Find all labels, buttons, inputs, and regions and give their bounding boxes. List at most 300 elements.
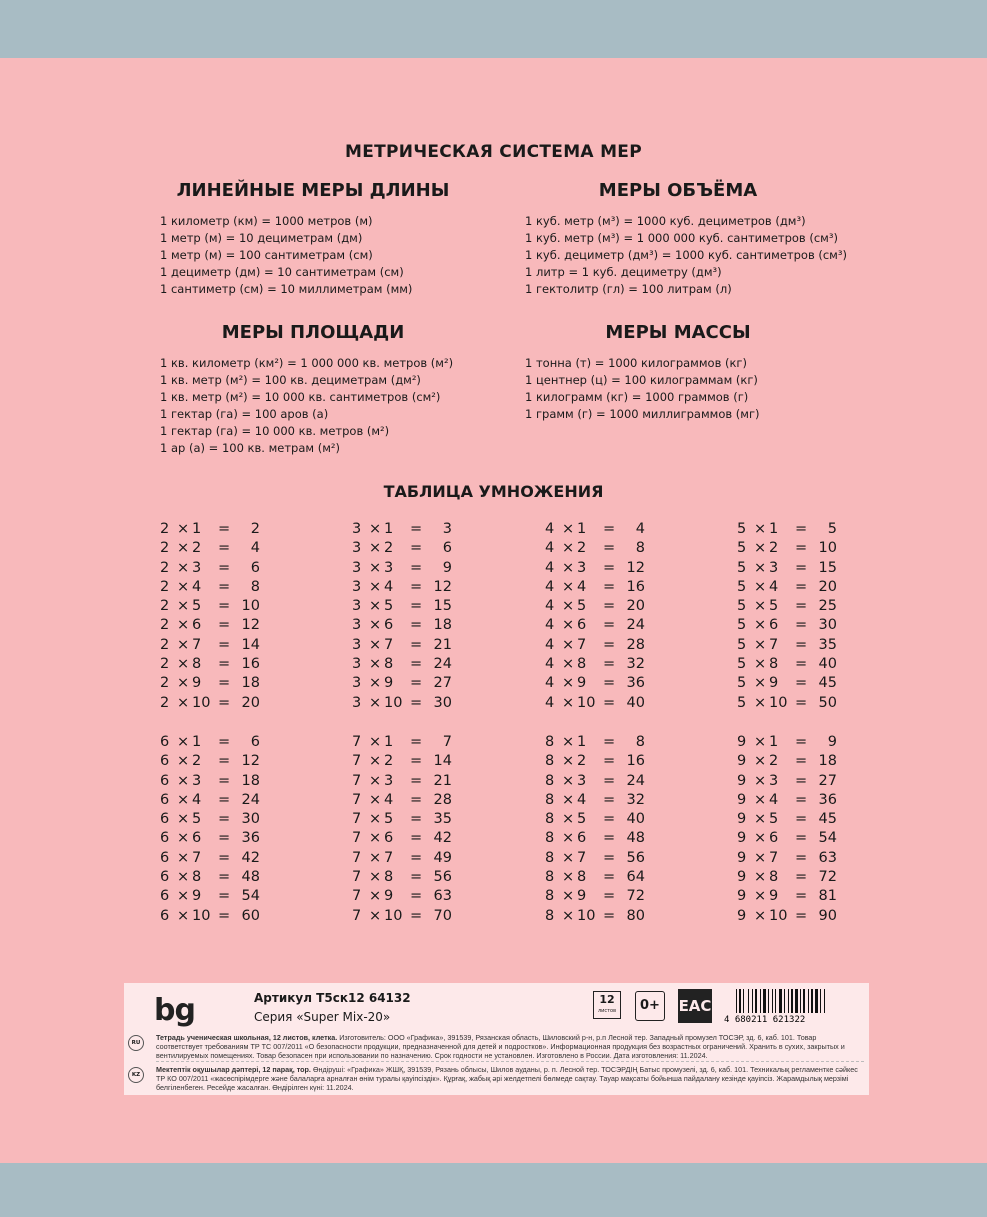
- times-sign: ×: [369, 578, 382, 595]
- multiplicand: 3: [352, 675, 362, 692]
- times-sign: ×: [754, 578, 767, 595]
- multiplication-row: [352, 616, 462, 635]
- equals-sign: =: [218, 888, 231, 905]
- product: 30: [818, 617, 837, 634]
- multiplier: 3: [769, 559, 779, 576]
- multiplicand: 4: [545, 578, 555, 595]
- mass-line: 1 центнер (ц) = 100 килограммам (кг): [525, 373, 758, 387]
- multiplier: 5: [577, 598, 587, 615]
- multiplication-row: [160, 636, 270, 655]
- multiplicand: 4: [545, 694, 555, 711]
- multiplication-row: [545, 674, 655, 693]
- multiplication-row: [160, 578, 270, 597]
- multiplication-row: [352, 674, 462, 693]
- equals-sign: =: [603, 598, 616, 615]
- equals-sign: =: [795, 830, 808, 847]
- multiplication-block-9: [737, 733, 847, 926]
- multiplier: 5: [769, 811, 779, 828]
- product: 6: [250, 559, 260, 576]
- multiplication-row: [160, 733, 270, 752]
- product: 72: [626, 888, 645, 905]
- multiplier: 6: [769, 830, 779, 847]
- multiplication-row: [545, 655, 655, 674]
- multiplier: 1: [769, 734, 779, 750]
- multiplicand: 6: [160, 791, 170, 808]
- times-sign: ×: [177, 578, 190, 595]
- product-info-panel: [124, 983, 869, 1095]
- multiplicand: 7: [352, 888, 362, 905]
- times-sign: ×: [369, 598, 382, 615]
- times-sign: ×: [562, 791, 575, 808]
- product: 15: [818, 559, 837, 576]
- multiplicand: 8: [545, 734, 555, 750]
- age-rating-badge: 0+: [635, 991, 665, 1021]
- multiplication-row: [352, 539, 462, 558]
- product: 36: [626, 675, 645, 692]
- multiplication-row: [160, 810, 270, 829]
- equals-sign: =: [603, 888, 616, 905]
- times-sign: ×: [754, 559, 767, 576]
- equals-sign: =: [795, 907, 808, 924]
- equals-sign: =: [410, 734, 423, 750]
- product: 16: [626, 753, 645, 770]
- times-sign: ×: [562, 617, 575, 634]
- multiplicand: 6: [160, 772, 170, 789]
- equals-sign: =: [218, 772, 231, 789]
- multiplier: 9: [769, 675, 779, 692]
- brand-logo: bg: [154, 993, 195, 1028]
- product: 16: [241, 656, 260, 673]
- equals-sign: =: [218, 753, 231, 770]
- multiplier: 9: [384, 675, 394, 692]
- multiplicand: 4: [545, 598, 555, 615]
- multiplication-row: [737, 578, 847, 597]
- times-sign: ×: [754, 753, 767, 770]
- multiplier: 9: [769, 888, 779, 905]
- equals-sign: =: [218, 521, 231, 537]
- multiplier: 6: [577, 617, 587, 634]
- times-sign: ×: [177, 734, 190, 750]
- length-line: 1 метр (м) = 10 дециметрам (дм): [160, 231, 363, 245]
- product: 45: [818, 811, 837, 828]
- multiplicand: 9: [737, 772, 747, 789]
- equals-sign: =: [218, 849, 231, 866]
- equals-sign: =: [218, 598, 231, 615]
- multiplication-row: [545, 694, 655, 713]
- product: 6: [442, 540, 452, 557]
- multiplication-row: [352, 772, 462, 791]
- multiplicand: 2: [160, 540, 170, 557]
- area-line: 1 гектар (га) = 10 000 кв. метров (м²): [160, 424, 390, 438]
- times-sign: ×: [754, 830, 767, 847]
- equals-sign: =: [795, 559, 808, 576]
- length-title: ЛИНЕЙНЫЕ МЕРЫ ДЛИНЫ: [176, 180, 450, 201]
- multiplication-block-4: [545, 520, 655, 713]
- multiplier: 6: [384, 617, 394, 634]
- times-sign: ×: [369, 675, 382, 692]
- multiplicand: 6: [160, 734, 170, 750]
- product: 32: [626, 656, 645, 673]
- ru-info-text: [156, 1033, 864, 1060]
- multiplier: 8: [577, 869, 587, 886]
- times-sign: ×: [754, 540, 767, 557]
- product: 24: [241, 791, 260, 808]
- sheets-count: 12: [599, 993, 615, 1006]
- volume-line: 1 гектолитр (гл) = 100 литрам (л): [525, 282, 732, 296]
- multiplier: 7: [384, 636, 394, 653]
- multiplication-row: [160, 597, 270, 616]
- multiplication-row: [545, 559, 655, 578]
- product: 48: [626, 830, 645, 847]
- multiplicand: 4: [545, 617, 555, 634]
- product: 2: [250, 521, 260, 537]
- multiplier: 4: [192, 791, 202, 808]
- multiplication-row: [545, 539, 655, 558]
- multiplication-row: [545, 849, 655, 868]
- multiplicand: 5: [737, 694, 747, 711]
- equals-sign: =: [218, 869, 231, 886]
- multiplicand: 7: [352, 791, 362, 808]
- equals-sign: =: [218, 617, 231, 634]
- multiplication-row: [160, 674, 270, 693]
- times-sign: ×: [369, 656, 382, 673]
- multiplicand: 8: [545, 791, 555, 808]
- equals-sign: =: [410, 540, 423, 557]
- times-sign: ×: [562, 521, 575, 537]
- multiplier: 10: [192, 907, 211, 924]
- times-sign: ×: [177, 772, 190, 789]
- product: 60: [241, 907, 260, 924]
- equals-sign: =: [218, 675, 231, 692]
- product: 54: [241, 888, 260, 905]
- times-sign: ×: [754, 734, 767, 750]
- times-sign: ×: [754, 869, 767, 886]
- multiplicand: 6: [160, 907, 170, 924]
- multiplicand: 3: [352, 578, 362, 595]
- times-sign: ×: [369, 907, 382, 924]
- multiplicand: 6: [160, 830, 170, 847]
- equals-sign: =: [795, 791, 808, 808]
- equals-sign: =: [410, 772, 423, 789]
- times-sign: ×: [754, 811, 767, 828]
- equals-sign: =: [410, 694, 423, 711]
- multiplicand: 7: [352, 830, 362, 847]
- times-sign: ×: [754, 636, 767, 653]
- product: 24: [433, 656, 452, 673]
- multiplier: 6: [192, 617, 202, 634]
- equals-sign: =: [795, 753, 808, 770]
- multiplication-row: [737, 733, 847, 752]
- multiplication-row: [352, 791, 462, 810]
- multiplication-row: [352, 578, 462, 597]
- times-sign: ×: [562, 849, 575, 866]
- multiplicand: 5: [737, 559, 747, 576]
- multiplication-row: [545, 887, 655, 906]
- length-line: 1 метр (м) = 100 сантиметрам (см): [160, 248, 373, 262]
- times-sign: ×: [562, 753, 575, 770]
- times-sign: ×: [562, 694, 575, 711]
- times-sign: ×: [369, 849, 382, 866]
- multiplicand: 3: [352, 521, 362, 537]
- product: 7: [442, 734, 452, 750]
- multiplier: 6: [577, 830, 587, 847]
- times-sign: ×: [562, 772, 575, 789]
- product: 12: [241, 753, 260, 770]
- times-sign: ×: [754, 694, 767, 711]
- multiplication-row: [160, 907, 270, 926]
- area-list: [160, 355, 453, 457]
- product: 4: [250, 540, 260, 557]
- times-sign: ×: [177, 598, 190, 615]
- equals-sign: =: [410, 869, 423, 886]
- multiplication-block-7: [352, 733, 462, 926]
- times-sign: ×: [369, 811, 382, 828]
- times-sign: ×: [562, 811, 575, 828]
- multiplier: 9: [577, 888, 587, 905]
- multiplicand: 5: [737, 636, 747, 653]
- multiplication-row: [737, 539, 847, 558]
- multiplication-row: [160, 655, 270, 674]
- multiplicand: 2: [160, 636, 170, 653]
- multiplicand: 6: [160, 849, 170, 866]
- volume-line: 1 куб. дециметр (дм³) = 1000 куб. сантиметров (см³): [525, 248, 847, 262]
- equals-sign: =: [218, 656, 231, 673]
- multiplication-row: [737, 616, 847, 635]
- multiplication-row: [737, 655, 847, 674]
- equals-sign: =: [795, 869, 808, 886]
- multiplication-row: [737, 597, 847, 616]
- multiplicand: 5: [737, 540, 747, 557]
- multiplier: 2: [769, 753, 779, 770]
- product: 9: [442, 559, 452, 576]
- multiplicand: 4: [545, 559, 555, 576]
- multiplication-row: [160, 791, 270, 810]
- multiplication-row: [352, 849, 462, 868]
- times-sign: ×: [562, 578, 575, 595]
- length-list: [160, 213, 412, 298]
- multiplication-row: [352, 694, 462, 713]
- multiplier: 2: [384, 753, 394, 770]
- equals-sign: =: [410, 811, 423, 828]
- multiplication-block-5: [737, 520, 847, 713]
- product: 15: [433, 598, 452, 615]
- multiplier: 4: [384, 791, 394, 808]
- product: 18: [241, 772, 260, 789]
- area-line: 1 ар (а) = 100 кв. метрам (м²): [160, 441, 340, 455]
- barcode-icon: [722, 989, 862, 1023]
- multiplication-row: [737, 887, 847, 906]
- multiplicand: 7: [352, 772, 362, 789]
- times-sign: ×: [177, 636, 190, 653]
- multiplication-row: [545, 578, 655, 597]
- multiplicand: 7: [352, 734, 362, 750]
- equals-sign: =: [603, 849, 616, 866]
- multiplicand: 4: [545, 521, 555, 537]
- multiplicand: 6: [160, 753, 170, 770]
- product: 35: [818, 636, 837, 653]
- multiplicand: 8: [545, 869, 555, 886]
- sheets-badge: [593, 991, 621, 1019]
- equals-sign: =: [410, 656, 423, 673]
- ru-info-body: Изготовитель: ООО «Графика», 391539, Рязанская область, Шиловский р-н, р.п Лесной тер. Западный промузел ТОСЭР, зд. 6, каб. 101. Товар соответствует требованиям ТР ТС 007/2011 «О безопасности продукции, предназначенной для детей и подростков». Информационная продукция без возрастных ограничений. Хранить в сухих, закрытых и вентилируемых помещениях. Товар безопасен при использовании по назначению. Срок годности не установлен. Изготовлено в России. Дата изготовления: 11.2024.: [156, 1033, 845, 1060]
- times-sign: ×: [754, 656, 767, 673]
- equals-sign: =: [218, 694, 231, 711]
- equals-sign: =: [603, 694, 616, 711]
- multiplier: 7: [192, 849, 202, 866]
- multiplication-row: [737, 752, 847, 771]
- times-sign: ×: [369, 617, 382, 634]
- multiplier: 6: [192, 830, 202, 847]
- multiplication-row: [737, 636, 847, 655]
- equals-sign: =: [603, 521, 616, 537]
- product: 27: [433, 675, 452, 692]
- multiplicand: 9: [737, 888, 747, 905]
- multiplier: 2: [192, 753, 202, 770]
- multiplicand: 3: [352, 694, 362, 711]
- equals-sign: =: [603, 540, 616, 557]
- multiplication-row: [352, 520, 462, 539]
- multiplication-row: [737, 810, 847, 829]
- equals-sign: =: [795, 675, 808, 692]
- multiplier: 2: [769, 540, 779, 557]
- multiplicand: 7: [352, 907, 362, 924]
- times-sign: ×: [177, 559, 190, 576]
- equals-sign: =: [218, 811, 231, 828]
- series-name: Серия «Super Mix-20»: [254, 1010, 391, 1024]
- multiplicand: 8: [545, 772, 555, 789]
- product: 45: [818, 675, 837, 692]
- multiplier: 8: [769, 656, 779, 673]
- times-sign: ×: [177, 656, 190, 673]
- kz-info-body: Өндіруші: «Графика» ЖШҚ, 391539, Рязань облысы, Шилов ауданы, р. п. Лесной тер. ТОСЭРДІҢ Батыс промузелі, зд. 6, каб. 101. Техникалық регламентке сәйкес ТР КО 007/2011 «жасөспірімдерге және балаларға арналған өнім туралы қауіпсіздік». Құрғақ, жабық әрі желдетпелі бөлмеде сақтау. Тауар мақсаты бойынша пайдалану кезінде қауіпсіз. Жарамдылық мерзімі белгіленбеген. Ресейде жасалған. Өндірілген күні: 11.2024.: [156, 1065, 858, 1092]
- times-sign: ×: [562, 559, 575, 576]
- equals-sign: =: [603, 559, 616, 576]
- multiplicand: 3: [352, 598, 362, 615]
- multiplier: 10: [769, 907, 788, 924]
- multiplicand: 8: [545, 888, 555, 905]
- product: 12: [626, 559, 645, 576]
- volume-line: 1 куб. метр (м³) = 1 000 000 куб. сантиметров (см³): [525, 231, 838, 245]
- equals-sign: =: [410, 791, 423, 808]
- multiplication-row: [160, 539, 270, 558]
- multiplier: 3: [192, 772, 202, 789]
- product: 70: [433, 907, 452, 924]
- multiplier: 5: [577, 811, 587, 828]
- times-sign: ×: [754, 907, 767, 924]
- multiplicand: 2: [160, 598, 170, 615]
- product: 35: [433, 811, 452, 828]
- equals-sign: =: [218, 830, 231, 847]
- multiplier: 1: [192, 734, 202, 750]
- product: 10: [818, 540, 837, 557]
- times-sign: ×: [369, 753, 382, 770]
- product: 20: [626, 598, 645, 615]
- times-sign: ×: [562, 540, 575, 557]
- equals-sign: =: [410, 598, 423, 615]
- multiplication-row: [737, 907, 847, 926]
- product: 25: [818, 598, 837, 615]
- times-sign: ×: [177, 849, 190, 866]
- product: 90: [818, 907, 837, 924]
- multiplier: 2: [384, 540, 394, 557]
- product: 24: [626, 617, 645, 634]
- product: 28: [433, 791, 452, 808]
- equals-sign: =: [603, 869, 616, 886]
- times-sign: ×: [369, 521, 382, 537]
- product: 24: [626, 772, 645, 789]
- multiplier: 10: [384, 907, 403, 924]
- multiplier: 2: [192, 540, 202, 557]
- multiplicand: 2: [160, 559, 170, 576]
- multiplicand: 8: [545, 907, 555, 924]
- equals-sign: =: [603, 675, 616, 692]
- times-sign: ×: [754, 888, 767, 905]
- multiplication-row: [737, 674, 847, 693]
- equals-sign: =: [410, 888, 423, 905]
- multiplicand: 4: [545, 656, 555, 673]
- multiplication-row: [352, 868, 462, 887]
- times-sign: ×: [562, 598, 575, 615]
- equals-sign: =: [410, 849, 423, 866]
- times-sign: ×: [177, 907, 190, 924]
- barcode-number: 4 680211 621322: [724, 1015, 806, 1023]
- equals-sign: =: [795, 734, 808, 750]
- area-line: 1 кв. километр (км²) = 1 000 000 кв. метров (м²): [160, 356, 454, 370]
- multiplication-row: [160, 694, 270, 713]
- product: 32: [626, 791, 645, 808]
- times-sign: ×: [177, 753, 190, 770]
- times-sign: ×: [177, 830, 190, 847]
- equals-sign: =: [410, 907, 423, 924]
- equals-sign: =: [603, 811, 616, 828]
- multiplication-row: [352, 887, 462, 906]
- multiplication-row: [160, 520, 270, 539]
- multiplicand: 9: [737, 907, 747, 924]
- area-line: 1 кв. метр (м²) = 10 000 кв. сантиметров (см²): [160, 390, 441, 404]
- equals-sign: =: [218, 540, 231, 557]
- times-sign: ×: [177, 675, 190, 692]
- times-sign: ×: [177, 811, 190, 828]
- multiplication-row: [545, 772, 655, 791]
- multiplicand: 3: [352, 656, 362, 673]
- multiplication-row: [737, 849, 847, 868]
- multiplication-row: [545, 597, 655, 616]
- product: 72: [818, 869, 837, 886]
- times-sign: ×: [369, 694, 382, 711]
- multiplier: 7: [769, 636, 779, 653]
- times-sign: ×: [369, 869, 382, 886]
- product: 10: [241, 598, 260, 615]
- multiplicand: 9: [737, 791, 747, 808]
- multiplicand: 7: [352, 849, 362, 866]
- equals-sign: =: [795, 540, 808, 557]
- product: 80: [626, 907, 645, 924]
- multiplication-row: [545, 636, 655, 655]
- product: 16: [626, 578, 645, 595]
- barcode: [722, 989, 862, 1023]
- equals-sign: =: [603, 907, 616, 924]
- ru-info-title: Тетрадь ученическая школьная, 12 листов, клетка.: [156, 1033, 338, 1042]
- equals-sign: =: [795, 598, 808, 615]
- multiplier: 8: [384, 656, 394, 673]
- multiplicand: 6: [160, 869, 170, 886]
- multiplier: 8: [384, 869, 394, 886]
- multiplicand: 3: [352, 559, 362, 576]
- product: 18: [433, 617, 452, 634]
- product: 9: [827, 734, 837, 750]
- lang-badge-kz: KZ: [128, 1067, 144, 1083]
- multiplier: 5: [192, 811, 202, 828]
